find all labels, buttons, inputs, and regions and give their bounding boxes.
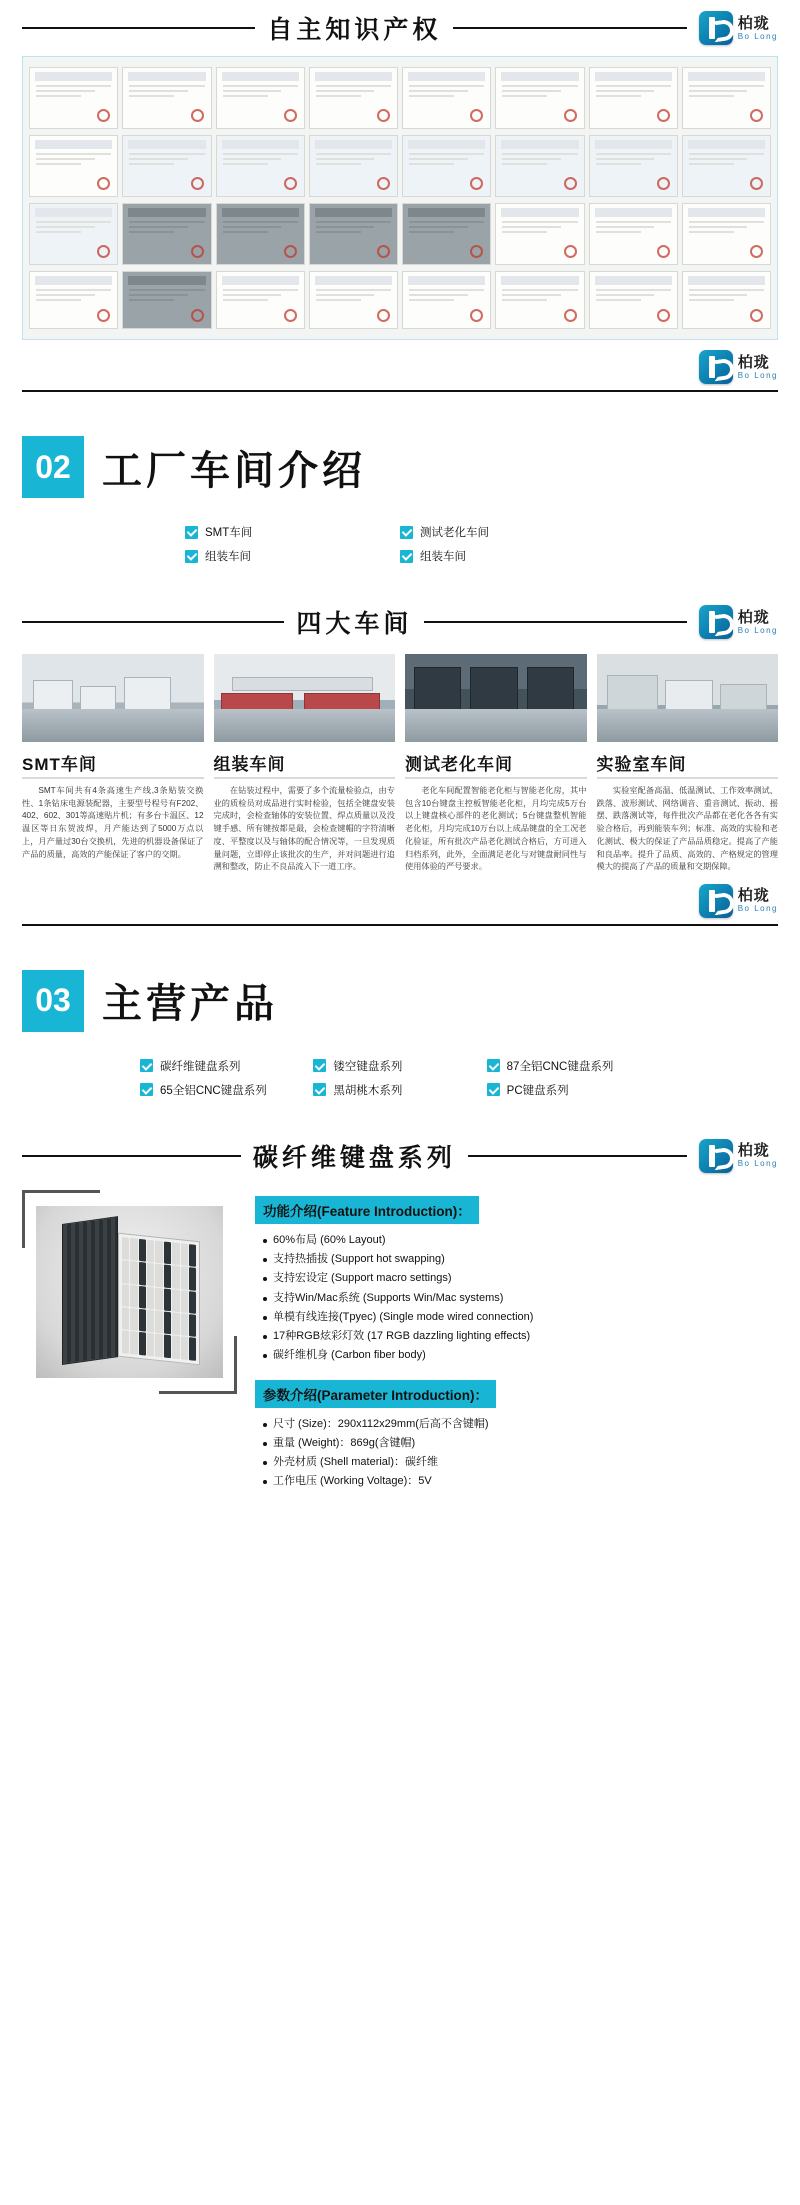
- workshop-card-desc: SMT车间共有4条高速生产线,3条贴装交换性、1条钻床电源装配器，主要型号程号有F202、402、602、301等高速贴片机；有多台卡温区、12温区等日东贺波焊，月产能达到了5000万点以上，月产量过30台交换机，先进的机器设备保证了产品的质量，高效的产能保证了客户的交期。: [22, 786, 204, 859]
- certificate-thumbnail: [495, 203, 584, 265]
- rule-right: [453, 27, 686, 29]
- logo-wordmark: [738, 888, 778, 913]
- title-underline: [22, 777, 204, 779]
- divider-2: [22, 924, 778, 926]
- section-title-03: 主营产品: [102, 982, 278, 1027]
- certificate-thumbnail: [589, 203, 678, 265]
- certificate-thumbnail: [402, 203, 491, 265]
- logo-en-text: Bo Long: [737, 370, 778, 380]
- list-item-label: 87全铝CNC键盘系列: [506, 1060, 614, 1073]
- certificate-thumbnail: [29, 67, 118, 129]
- certificate-thumbnail: [682, 203, 771, 265]
- product-photo-keyboard: [36, 1206, 223, 1378]
- certificate-thumbnail: [216, 67, 305, 129]
- section-title-02: 工厂车间介绍: [102, 448, 366, 493]
- title-underline: [597, 777, 779, 779]
- section-header-workshops: [0, 604, 800, 640]
- workshop-card-desc: 在钻装过程中，需要了多个流量检验点，由专业的质检员对成品进行实时检验，包括全键盘安装完成时，会检查轴体的安装位置、焊点质量以及没键手感、所有键按都是最，会检查键帽的字符清晰度、平整度以及与轴体的配合情况等，一旦发现质量问题，立即停止该批次的生产，并对问题进行追溯和整改，防止不良品流入下一道工序。: [213, 786, 395, 872]
- logo-mark-icon: [699, 350, 733, 384]
- certificate-thumbnail: [216, 203, 305, 265]
- workshop-card-title: SMT车间: [22, 755, 97, 774]
- rule-left: [22, 621, 284, 623]
- brand-logo: [699, 884, 778, 918]
- certificate-thumbnail: [29, 271, 118, 329]
- poster-page: [0, 10, 800, 1522]
- certificate-thumbnail: [589, 135, 678, 197]
- list-item: [185, 524, 400, 540]
- check-icon: [313, 1059, 326, 1072]
- logo-cn-text: 柏珑: [737, 353, 770, 371]
- certificate-thumbnail: [309, 135, 398, 197]
- list-item: [400, 548, 615, 564]
- section-number-02: 02: [22, 436, 84, 498]
- list-item-label: 组装车间: [205, 551, 251, 563]
- logo-wordmark: [738, 355, 778, 380]
- section-header-03: [0, 970, 800, 1032]
- certificate-grid: [29, 67, 771, 329]
- check-icon: [487, 1083, 500, 1096]
- product-check-list: [140, 1058, 660, 1098]
- brand-logo: [699, 11, 778, 45]
- param-title: 参数介绍(Parameter Introduction)：: [255, 1380, 496, 1408]
- certificate-thumbnail: [122, 67, 211, 129]
- check-icon: [400, 526, 413, 539]
- list-item: 尺寸 (Size)：290x112x29mm(后高不含键帽): [261, 1415, 778, 1434]
- certificate-thumbnail: [402, 271, 491, 329]
- keyboard-keycaps: [118, 1233, 200, 1365]
- logo-mark-icon: [699, 1139, 733, 1173]
- page-title: 自主知识产权: [267, 16, 442, 44]
- certificate-wall: [22, 56, 778, 340]
- list-item: [400, 524, 615, 540]
- workshop-card: [214, 654, 396, 874]
- workshop-cards: [0, 654, 800, 874]
- workshop-photo-aging: [405, 654, 587, 742]
- workshop-photo-assembly: [214, 654, 396, 742]
- certificate-thumbnail: [122, 135, 211, 197]
- list-item: 60%布局 (60% Layout): [261, 1231, 778, 1250]
- certificate-thumbnail: [216, 135, 305, 197]
- certificate-thumbnail: [309, 271, 398, 329]
- check-icon: [313, 1083, 326, 1096]
- logo-wordmark: [738, 1143, 778, 1168]
- list-item: 重量 (Weight)：869g(含键帽): [261, 1434, 778, 1453]
- section-header-product: [0, 1138, 800, 1174]
- certificate-thumbnail: [495, 271, 584, 329]
- logo-row-2: [0, 884, 800, 918]
- certificate-thumbnail: [122, 203, 211, 265]
- logo-cn-text: 柏珑: [737, 14, 770, 32]
- list-item-label: SMT车间: [205, 527, 253, 539]
- list-item: [185, 548, 400, 564]
- check-icon: [140, 1059, 153, 1072]
- list-item: [313, 1058, 486, 1074]
- title-underline: [405, 777, 587, 779]
- workshop-card-title: 测试老化车间: [405, 755, 513, 774]
- list-item: 支持Win/Mac系统 (Supports Win/Mac systems): [261, 1289, 778, 1308]
- list-item: [487, 1058, 660, 1074]
- list-item: 碳纤维机身 (Carbon fiber body): [261, 1346, 778, 1365]
- list-item: [140, 1058, 313, 1074]
- workshop-check-list: [185, 524, 615, 564]
- brand-logo: [699, 605, 778, 639]
- logo-row-1: [0, 350, 800, 384]
- list-item: [487, 1082, 660, 1098]
- logo-en-text: Bo Long: [737, 31, 779, 41]
- section-title-workshops: 四大车间: [296, 610, 413, 638]
- certificate-thumbnail: [29, 135, 118, 197]
- list-item: 外壳材质 (Shell material)：碳纤维: [261, 1453, 778, 1472]
- logo-mark-icon: [699, 884, 733, 918]
- brand-logo: [699, 350, 778, 384]
- list-item: 17种RGB炫彩灯效 (17 RGB dazzling lighting effects): [261, 1327, 778, 1346]
- check-icon: [487, 1059, 500, 1072]
- rule-left: [22, 1155, 241, 1157]
- workshop-card-title: 组装车间: [213, 755, 286, 774]
- list-item-label: 镂空键盘系列: [333, 1060, 403, 1073]
- logo-mark-icon: [699, 605, 733, 639]
- brand-logo: [699, 1139, 778, 1173]
- certificate-thumbnail: [309, 203, 398, 265]
- divider-1: [22, 390, 778, 392]
- certificate-thumbnail: [216, 271, 305, 329]
- list-item: [140, 1082, 313, 1098]
- certificate-thumbnail: [495, 67, 584, 129]
- logo-cn-text: 柏珑: [737, 1142, 770, 1160]
- check-icon: [185, 526, 198, 539]
- list-item: 工作电压 (Working Voltage)：5V: [261, 1472, 778, 1491]
- check-icon: [140, 1083, 153, 1096]
- list-item-label: 65全铝CNC键盘系列: [160, 1084, 267, 1097]
- list-item-label: 碳纤维键盘系列: [160, 1060, 241, 1073]
- param-list: [255, 1415, 778, 1492]
- list-item-label: 测试老化车间: [420, 527, 489, 539]
- list-item-label: 黑胡桃木系列: [333, 1084, 403, 1097]
- certificate-thumbnail: [495, 135, 584, 197]
- title-underline: [214, 777, 396, 779]
- rule-right: [468, 1155, 687, 1157]
- certificate-thumbnail: [682, 271, 771, 329]
- product-detail: [0, 1190, 800, 1506]
- workshop-card: [597, 654, 779, 874]
- certificate-thumbnail: [589, 67, 678, 129]
- check-icon: [185, 550, 198, 563]
- list-item: 支持热插拔 (Support hot swapping): [261, 1250, 778, 1269]
- certificate-thumbnail: [682, 67, 771, 129]
- check-icon: [400, 550, 413, 563]
- product-info: [255, 1190, 778, 1506]
- certificate-thumbnail: [682, 135, 771, 197]
- workshop-card-desc: 老化车间配置智能老化柜与智能老化房，其中包含10台键盘主控板智能老化柜，月均完成5万台以上键盘核心部件的老化测试；5台键盘整机智能老化柜，月均完成10万台以上成品键盘的全工况老化验证，所有批次产品老化测试合格后，方可进入归档系列，此外，全面满足老化与对键盘耐同性与使用体验的严号要求。: [405, 786, 587, 872]
- rule-right: [424, 621, 686, 623]
- rule-left: [22, 27, 255, 29]
- logo-cn-text: 柏珑: [737, 608, 770, 626]
- logo-en-text: Bo Long: [737, 1159, 779, 1169]
- workshop-photo-smt: [22, 654, 204, 742]
- certificate-thumbnail: [589, 271, 678, 329]
- logo-en-text: Bo Long: [737, 904, 778, 914]
- certificate-thumbnail: [402, 67, 491, 129]
- workshop-card: [22, 654, 204, 874]
- logo-mark-icon: [699, 11, 733, 45]
- certificate-thumbnail: [29, 203, 118, 265]
- certificate-thumbnail: [402, 135, 491, 197]
- section-header-ip: [0, 10, 800, 46]
- feature-title: 功能介绍(Feature Introduction)：: [255, 1196, 479, 1224]
- list-item-label: PC键盘系列: [506, 1084, 569, 1097]
- logo-en-text: Bo Long: [737, 625, 779, 635]
- feature-list: [255, 1231, 778, 1366]
- list-item-label: 组装车间: [420, 551, 466, 563]
- list-item: 支持宏设定 (Support macro settings): [261, 1269, 778, 1288]
- workshop-card-title: 实验室车间: [596, 755, 687, 774]
- logo-wordmark: [738, 610, 778, 635]
- logo-wordmark: [738, 16, 778, 41]
- workshop-card-desc: 实验室配备高温、低温测试、工作效率测试、跌落、波形测试、网络调音、重音测试、振动、摇摆、跌落测试等，每件批次产品都在老化各各有实验合格后，再到能装车列；标准、高效的实验和老化测试、极大的保证了产品品质稳定。提高了产能和良品率。提升了品质、高效的、产格规定的管理模大的提高了产品的质量和交期保障。: [596, 786, 778, 872]
- section-header-02: [0, 436, 800, 498]
- certificate-thumbnail: [309, 67, 398, 129]
- product-image-frame: [22, 1190, 237, 1394]
- workshop-card: [405, 654, 587, 874]
- list-item: 单模有线连接(Tpyec) (Single mode wired connection): [261, 1308, 778, 1327]
- certificate-thumbnail: [122, 271, 211, 329]
- logo-cn-text: 柏珑: [737, 887, 770, 905]
- workshop-photo-lab: [597, 654, 779, 742]
- section-title-product: 碳纤维键盘系列: [252, 1143, 456, 1172]
- keyboard-carbon-back: [62, 1216, 118, 1365]
- section-number-03: 03: [22, 970, 84, 1032]
- list-item: [313, 1082, 486, 1098]
